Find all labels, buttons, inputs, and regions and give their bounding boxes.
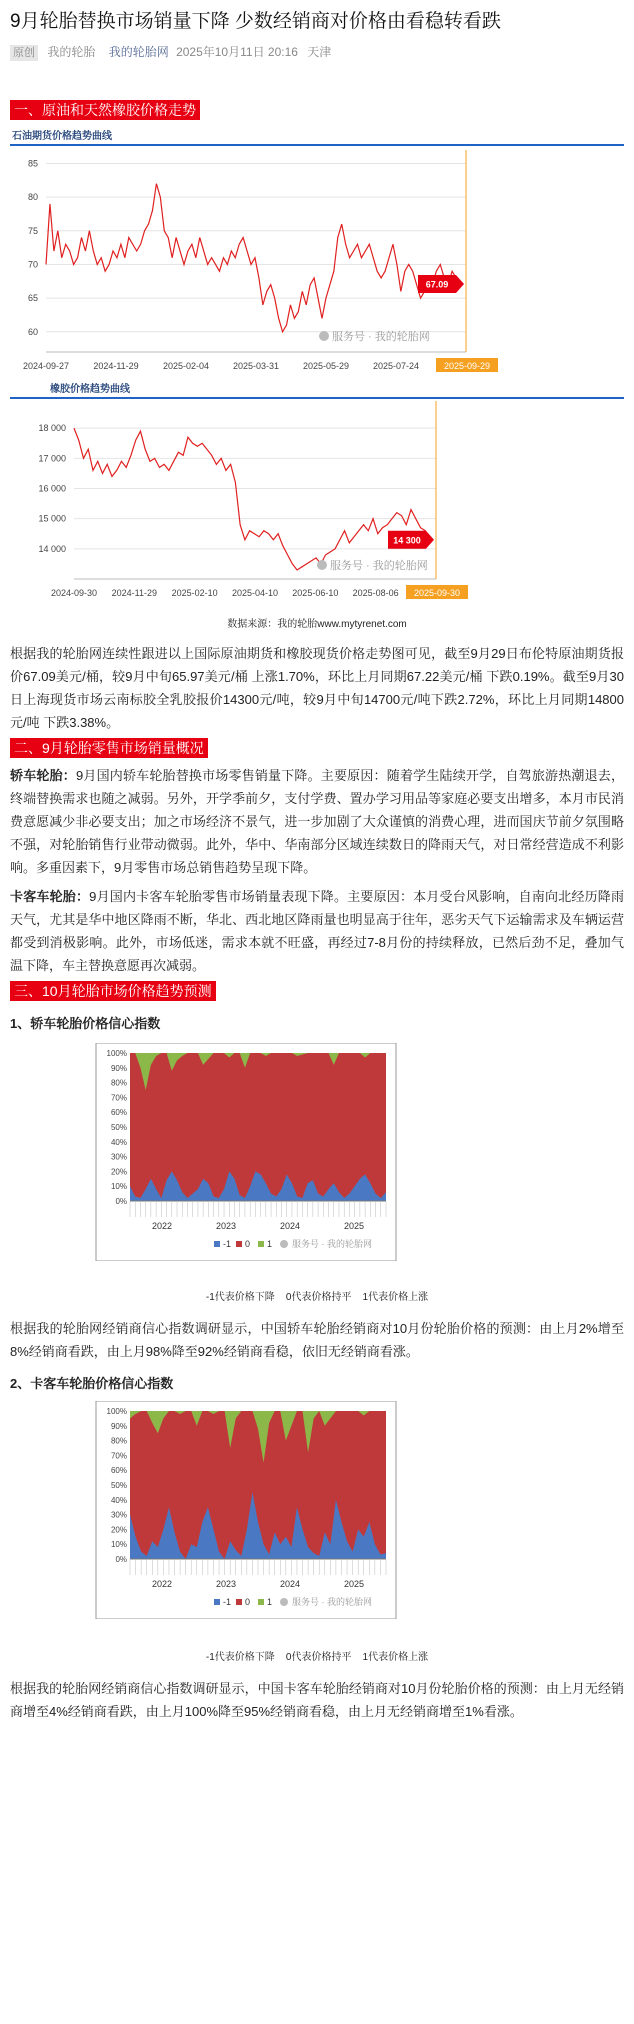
watermark: 服务号 · 我的轮胎网 bbox=[330, 560, 428, 572]
watermark: 服务号 · 我的轮胎网 bbox=[292, 1597, 372, 1607]
x-tick-label: 2024-11-29 bbox=[111, 588, 158, 598]
wechat-icon bbox=[317, 560, 327, 570]
y-tick-label: 70% bbox=[110, 1451, 127, 1461]
account-link[interactable]: 我的轮胎网 bbox=[108, 45, 169, 59]
x-tick-label: 2025-06-10 bbox=[292, 588, 339, 598]
car-tire-lead: 轿车轮胎： bbox=[10, 768, 76, 783]
x-tick-label: 2025-09-30 bbox=[413, 588, 461, 598]
legend-label: 1 bbox=[267, 1597, 273, 1607]
paragraph-car-tire bbox=[10, 764, 624, 879]
legend-label: -1 bbox=[223, 1239, 232, 1249]
y-tick-label: 15 000 bbox=[38, 513, 66, 524]
wechat-icon bbox=[280, 1240, 288, 1248]
paragraph-prices: 根据我的轮胎网连续性跟进以上国际原油期货和橡胶现货价格走势图可见，截至9月29日布伦特原油期货报价67.09美元/桶，较9月中旬65.97美元/桶 上涨1.70%，环比上月同期67.22美元/桶 下跌0.19%。截至9月30日上海现货市场云南标胶全乳胶报价14300元/吨，较9月中旬14700元/吨下跌2.72%，环比上月同期14800元/吨 下跌3.38%。 bbox=[10, 646, 624, 730]
paragraph-car-index: 根据我的轮胎网经销商信心指数调研显示，中国轿车轮胎经销商对10月份轮胎价格的预测：由上月2%增至8%经销商看跌，由上月98%降至92%经销商看稳，依旧无经销商看涨。 bbox=[10, 1321, 624, 1359]
oil-chart bbox=[10, 124, 624, 377]
y-tick-label: 0% bbox=[115, 1555, 127, 1564]
y-tick-label: 50% bbox=[110, 1481, 127, 1490]
x-tick-label: 2025-08-06 bbox=[352, 588, 399, 598]
current-value-label: 14 300 bbox=[393, 535, 421, 546]
x-tick-label: 2024-09-27 bbox=[22, 361, 70, 371]
year-label: 2022 bbox=[151, 1221, 173, 1231]
x-tick-label: 2024-09-30 bbox=[50, 588, 98, 598]
y-tick-label: 80% bbox=[110, 1436, 127, 1446]
y-tick-label: 100% bbox=[106, 1407, 127, 1416]
series-line bbox=[46, 184, 460, 332]
y-tick-label: 20% bbox=[110, 1167, 127, 1177]
section-2-title: 二、9月轮胎零售市场销量概况 bbox=[10, 738, 208, 758]
car-legend-caption: -1代表价格下降 0代表价格持平 1代表价格上涨 bbox=[205, 1292, 429, 1303]
y-tick-label: 60 bbox=[27, 326, 38, 337]
section-3-title: 三、10月轮胎市场价格趋势预测 bbox=[10, 981, 216, 1001]
wechat-icon bbox=[319, 331, 329, 341]
rubber-chart bbox=[10, 379, 624, 606]
x-tick-label: 2025-02-04 bbox=[162, 361, 210, 371]
truck-confidence-chart bbox=[10, 1401, 624, 1619]
publish-datetime: 2025年10月11日 20:16 bbox=[176, 45, 298, 59]
year-label: 2023 bbox=[215, 1221, 237, 1231]
legend-swatch bbox=[236, 1599, 242, 1605]
y-tick-label: 20% bbox=[110, 1525, 127, 1535]
section-1-title: 一、原油和天然橡胶价格走势 bbox=[10, 100, 200, 120]
y-tick-label: 60% bbox=[110, 1466, 127, 1476]
y-tick-label: 30% bbox=[110, 1152, 127, 1162]
y-tick-label: 90% bbox=[110, 1063, 127, 1073]
legend-swatch bbox=[258, 1599, 264, 1605]
rubber-price-chart bbox=[10, 379, 624, 601]
y-tick-label: 90% bbox=[110, 1421, 127, 1431]
section-3-header bbox=[10, 981, 624, 1005]
original-tag: 原创 bbox=[10, 45, 38, 61]
truck-tire-text: 9月国内卡客车轮胎零售市场销量表现下降。主要原因：本月受台风影响，自南向北经历降雨天气，尤其是华中地区降雨不断，华北、西北地区降雨量也明显高于往年，恶劣天气下运输需求及车辆运营都受到消极影响。此外，市场低迷，需求本就不旺盛，再经过7-8月份的持续释放，已然后劲不足，叠加气温下降，车主替换意愿再次减弱。 bbox=[10, 889, 624, 973]
subheading-truck-index: 2、卡客车轮胎价格信心指数 bbox=[10, 1376, 174, 1391]
x-tick-label: 2025-09-29 bbox=[443, 361, 491, 371]
year-label: 2024 bbox=[279, 1221, 301, 1231]
legend-label: 0 bbox=[245, 1239, 251, 1249]
section-2-header bbox=[10, 738, 624, 762]
article-meta bbox=[10, 42, 624, 62]
chart-source: 数据来源：我的轮胎www.mytyrenet.com bbox=[227, 619, 407, 630]
legend-swatch bbox=[236, 1241, 242, 1247]
year-label: 2025 bbox=[343, 1221, 365, 1231]
year-label: 2025 bbox=[343, 1579, 365, 1589]
truck-confidence-chart-box bbox=[10, 1401, 624, 1624]
y-tick-label: 14 000 bbox=[38, 543, 66, 554]
y-tick-label: 70 bbox=[27, 259, 38, 270]
y-tick-label: 100% bbox=[106, 1049, 127, 1058]
oil-price-chart bbox=[10, 124, 624, 372]
legend-label: -1 bbox=[223, 1597, 232, 1607]
current-value-label: 67.09 bbox=[425, 279, 449, 290]
author-name: 我的轮胎 bbox=[47, 45, 96, 59]
y-tick-label: 75 bbox=[27, 225, 38, 236]
car-confidence-chart bbox=[10, 1043, 624, 1261]
y-tick-label: 10% bbox=[110, 1182, 127, 1192]
y-tick-label: 0% bbox=[115, 1197, 127, 1206]
legend-swatch bbox=[258, 1241, 264, 1247]
truck-legend-caption: -1代表价格下降 0代表价格持平 1代表价格上涨 bbox=[205, 1652, 429, 1663]
y-tick-label: 50% bbox=[110, 1123, 127, 1132]
y-tick-label: 80 bbox=[27, 192, 38, 203]
y-tick-label: 40% bbox=[110, 1137, 127, 1147]
truck-tire-lead: 卡客车轮胎： bbox=[10, 889, 90, 904]
legend-swatch bbox=[214, 1599, 220, 1605]
year-label: 2024 bbox=[279, 1579, 301, 1589]
legend-label: 1 bbox=[267, 1239, 273, 1249]
y-tick-label: 17 000 bbox=[38, 453, 66, 464]
chart-title: 石油期货价格趋势曲线 bbox=[12, 131, 112, 142]
legend-label: 0 bbox=[245, 1597, 251, 1607]
y-tick-label: 85 bbox=[27, 158, 38, 169]
year-label: 2023 bbox=[215, 1579, 237, 1589]
section-1-header bbox=[10, 100, 624, 124]
publish-location: 天津 bbox=[307, 45, 332, 59]
y-tick-label: 30% bbox=[110, 1510, 127, 1520]
legend-swatch bbox=[214, 1241, 220, 1247]
x-tick-label: 2025-04-10 bbox=[231, 588, 279, 598]
x-tick-label: 2025-07-24 bbox=[372, 361, 420, 371]
paragraph-truck-tire bbox=[10, 885, 624, 977]
y-tick-label: 60% bbox=[110, 1108, 127, 1118]
x-tick-label: 2025-05-29 bbox=[302, 361, 350, 371]
y-tick-label: 80% bbox=[110, 1078, 127, 1088]
x-tick-label: 2024-11-29 bbox=[93, 361, 139, 371]
y-tick-label: 65 bbox=[27, 293, 38, 304]
y-tick-label: 40% bbox=[110, 1495, 127, 1505]
chart-header-line bbox=[10, 397, 624, 399]
wechat-icon bbox=[280, 1598, 288, 1606]
chart-title: 橡胶价格趋势曲线 bbox=[50, 384, 130, 395]
chart-header-line bbox=[10, 144, 624, 146]
y-tick-label: 18 000 bbox=[38, 423, 66, 434]
watermark: 服务号 · 我的轮胎网 bbox=[332, 331, 430, 343]
x-tick-label: 2025-03-31 bbox=[232, 361, 280, 371]
subheading-car-index: 1、轿车轮胎价格信心指数 bbox=[10, 1016, 161, 1031]
paragraph-truck-index: 根据我的轮胎网经销商信心指数调研显示，中国卡客车轮胎经销商对10月份轮胎价格的预测：由上月无经销商增至4%经销商看跌，由上月100%降至95%经销商看稳，由上月无经销商增至1%看涨。 bbox=[10, 1681, 624, 1719]
car-confidence-chart-box bbox=[10, 1043, 624, 1266]
y-tick-label: 70% bbox=[110, 1093, 127, 1103]
y-tick-label: 16 000 bbox=[38, 483, 66, 494]
year-label: 2022 bbox=[151, 1579, 173, 1589]
article-title: 9月轮胎替换市场销量下降 少数经销商对价格由看稳转看跌 bbox=[10, 11, 501, 32]
y-tick-label: 10% bbox=[110, 1540, 127, 1550]
watermark: 服务号 · 我的轮胎网 bbox=[292, 1239, 372, 1249]
x-tick-label: 2025-02-10 bbox=[171, 588, 218, 598]
car-tire-text: 9月国内轿车轮胎替换市场零售销量下降。主要原因：随着学生陆续开学，自驾旅游热潮退去，终端替换需求也随之减弱。另外，开学季前夕，支付学费、置办学习用品等家庭必要支出增多，本月市民消费意愿减少非必要支出；加之市场经济不景气，进一步加剧了大众谨慎的消费心理，进而国庆节前夕氛围略不强，对轮胎销售行业带动微弱。此外，华中、华南部分区域连续数日的降雨天气，对日常经营造成不利影响。多重因素下，9月零售市场总销售趋势呈现下降。 bbox=[10, 768, 624, 875]
